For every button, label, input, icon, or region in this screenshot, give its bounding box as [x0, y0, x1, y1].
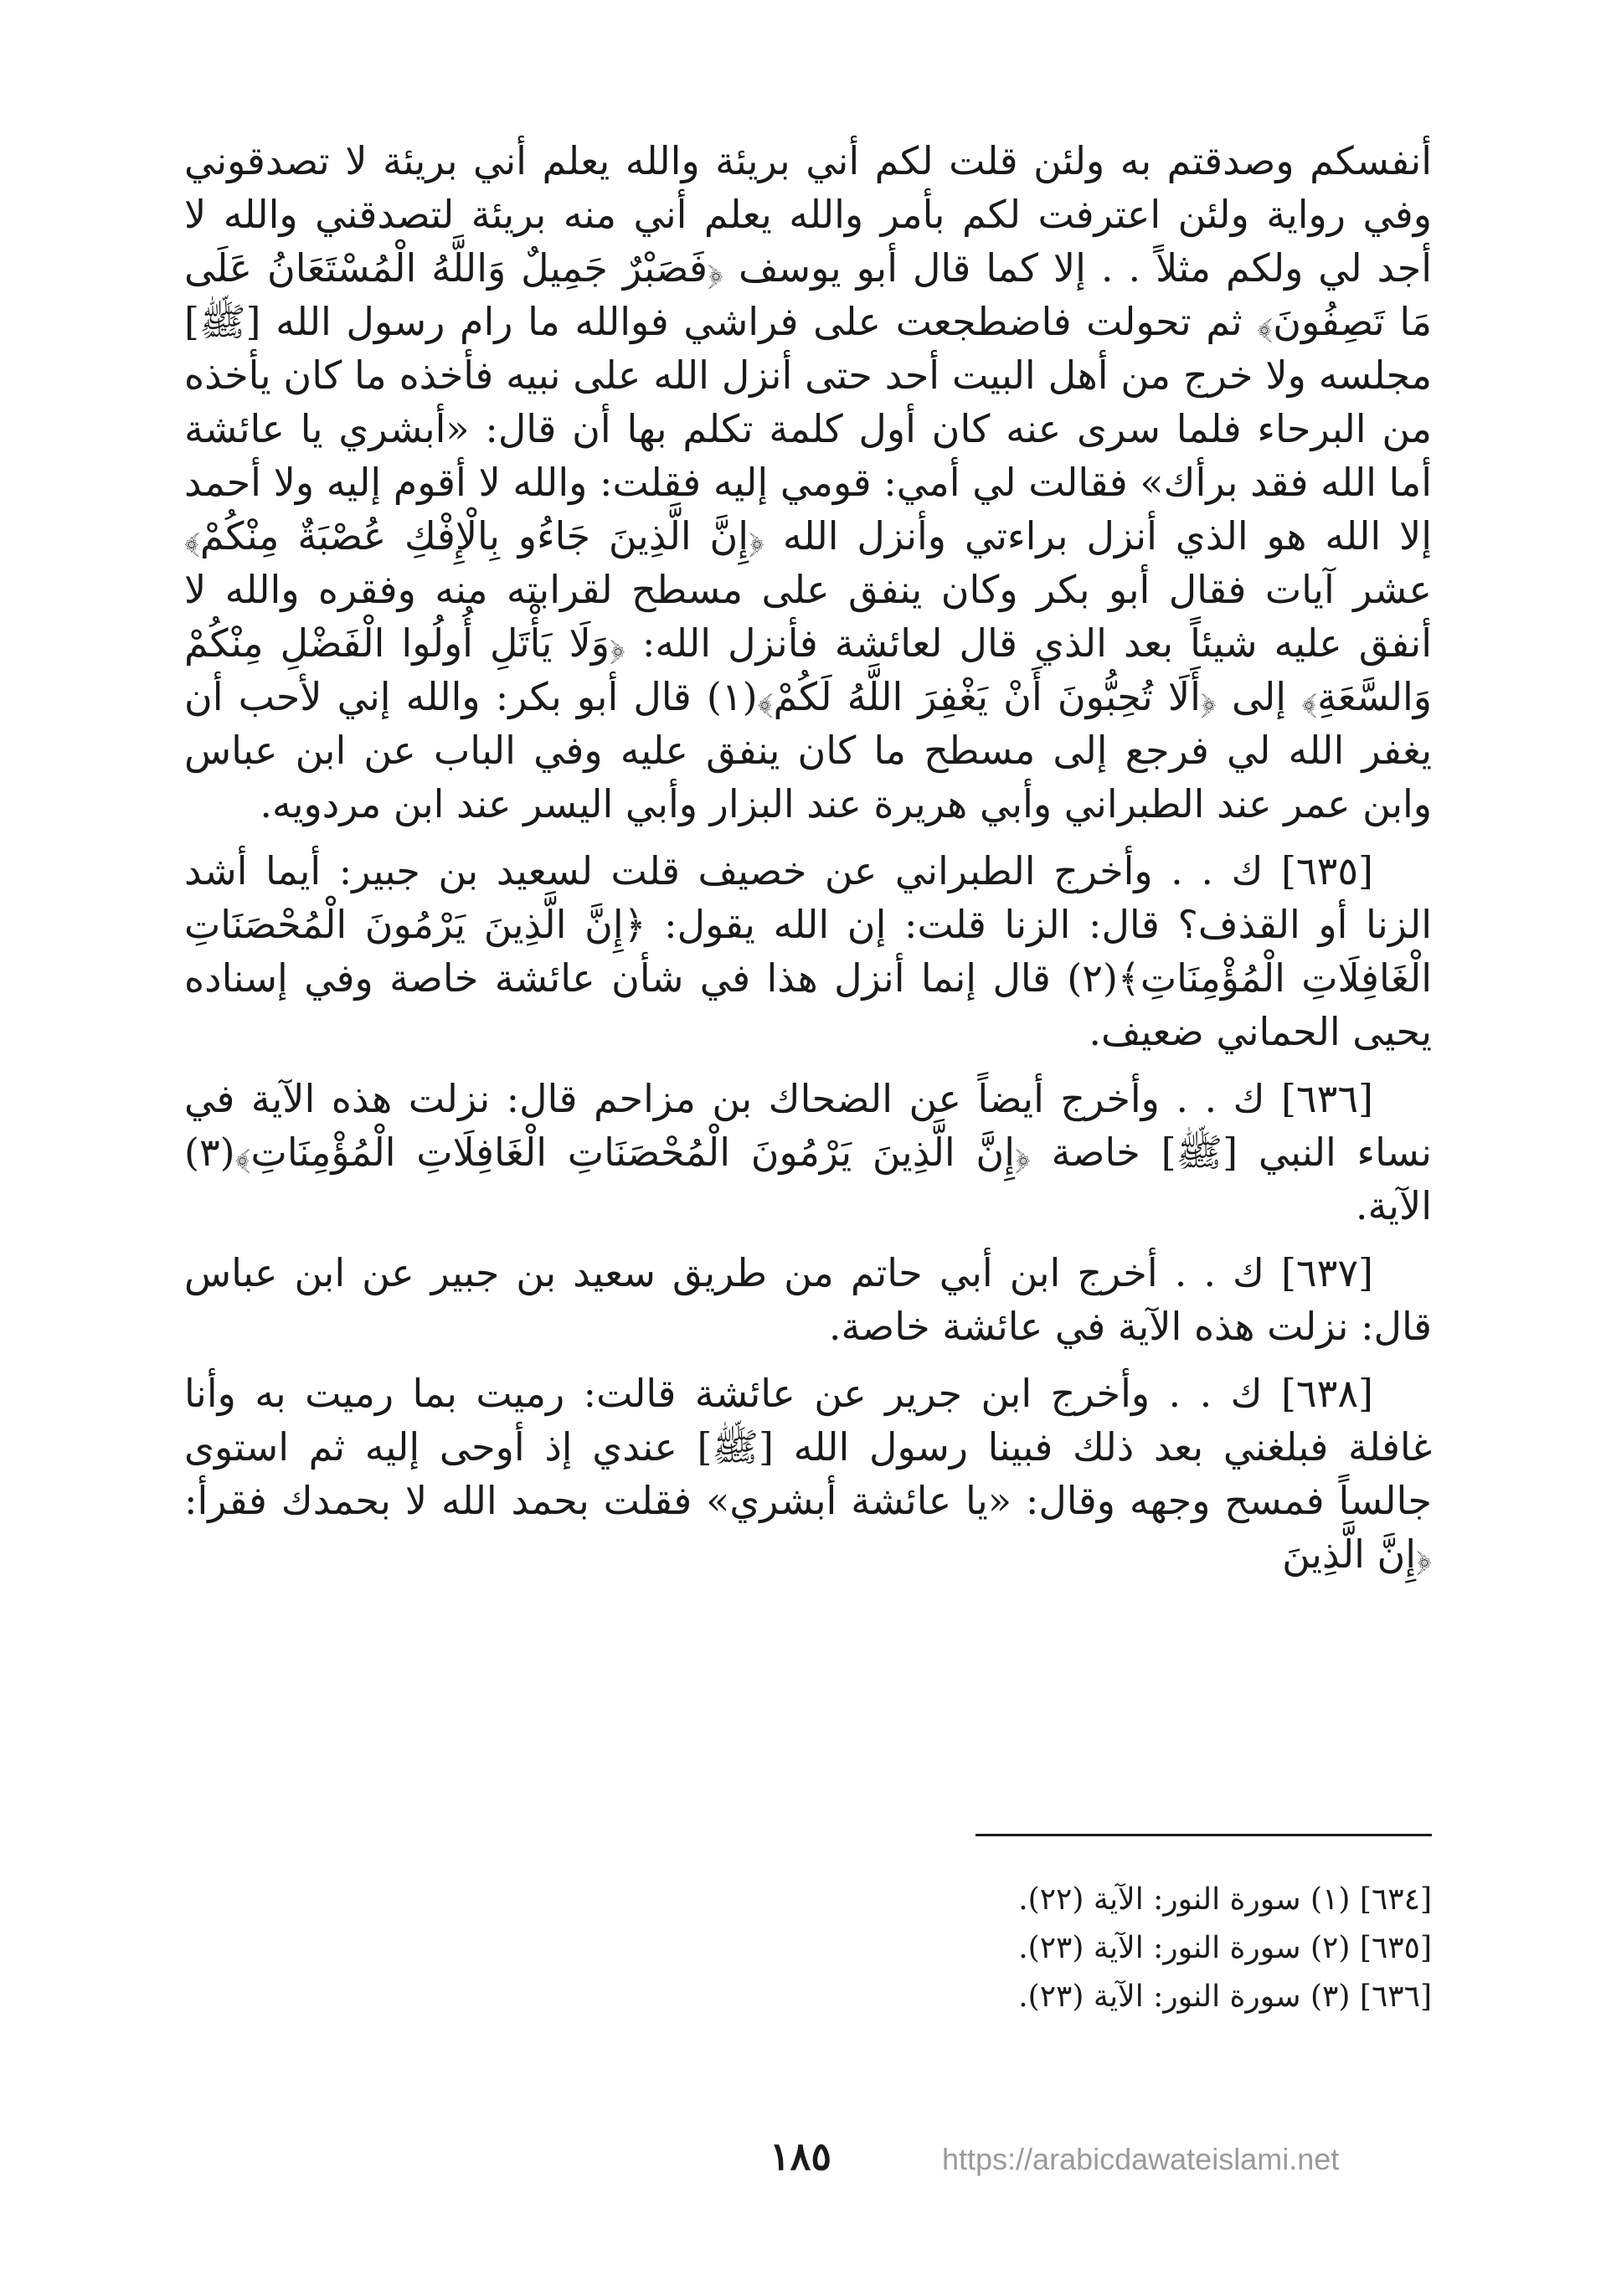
paragraph-637: [٦٣٧] ك . . أخرج ابن أبي حاتم من طريق سعيد بن جبير عن ابن عباس قال: نزلت هذه الآية في عائشة خاصة.: [184, 1250, 1432, 1349]
paragraph-634-continued: أنفسكم وصدقتم به ولئن قلت لكم أني بريئة والله يعلم أني بريئة لا تصدقوني وفي رواية ولئن اعترفت لكم بأمر والله يعلم أني منه بريئة لتصدقني والله لا أجد لي ولكم مثلاً . . إلا كما قال أبو يوسف ﴿فَصَبْرٌ جَمِيلٌ وَاللَّهُ الْمُسْتَعَانُ عَلَى مَا تَصِفُونَ﴾ ثم تحولت فاضطجعت على فراشي فوالله ما رام رسول الله [ﷺ] مجلسه ولا خرج من أهل البيت أحد حتى أنزل الله على نبيه فأخذه ما كان يأخذه من البرحاء فلما سرى عنه كان أول كلمة تكلم بها أن قال: «أبشري يا عائشة أما الله فقد برأك» فقالت لي أمي: قومي إليه فقلت: والله لا أقوم إليه ولا أحمد إلا الله هو الذي أنزل براءتي وأنزل الله ﴿إِنَّ الَّذِينَ جَاءُو بِالْإِفْكِ عُصْبَةٌ مِنْكُمْ﴾ عشر آيات فقال أبو بكر وكان ينفق على مسطح لقرابته منه وفقره والله لا أنفق عليه شيئاً بعد الذي قال لعائشة فأنزل الله: ﴿وَلَا يَأْتَلِ أُولُوا الْفَضْلِ مِنْكُمْ وَالسَّعَةِ﴾ إلى ﴿أَلَا تُحِبُّونَ أَنْ يَغْفِرَ اللَّهُ لَكُمْ﴾(١) قال أبو بكر: والله إني لأحب أن يغفر الله لي فرجع إلى مسطح ما كان ينفق عليه وفي الباب عن ابن عباس وابن عمر عند الطبراني وأبي هريرة عند البزار وأبي اليسر عند ابن مردويه.: [184, 138, 1433, 826]
main-text-block: [184, 134, 1432, 1594]
paragraph-636: [٦٣٦] ك . . وأخرج أيضاً عن الضحاك بن مزاحم قال: نزلت هذه الآية في نساء النبي [ﷺ] خاصة ﴿إِنَّ الَّذِينَ يَرْمُونَ الْمُحْصَنَاتِ الْغَافِلَاتِ الْمُؤْمِنَاتِ﴾(٣) الآية.: [184, 1076, 1432, 1228]
footnote-2: [٦٣٥] (٢) سورة النور: الآية (٢٣).: [1018, 1931, 1432, 1965]
page-number: ١٨٥: [769, 2134, 832, 2179]
footnotes-block: [586, 1876, 1432, 2021]
footnote-divider: [976, 1834, 1432, 1836]
paragraph-638: [٦٣٨] ك . . وأخرج ابن جرير عن عائشة قالت: رميت بما رميت به وأنا غافلة فبلغني بعد ذلك فبينا رسول الله [ﷺ] عندي إذ أوحى إليه ثم استوى جالساً فمسح وجهه وقال: «يا عائشة أبشري» فقلت بحمد الله لا بحمدك فقرأ: ﴿إِنَّ الَّذِينَ: [184, 1371, 1432, 1577]
paragraph-635: [٦٣٥] ك . . وأخرج الطبراني عن خصيف قلت لسعيد بن جبير: أيما أشد الزنا أو القذف؟ قال: الزنا قلت: إن الله يقول: ﴿إِنَّ الَّذِينَ يَرْمُونَ الْمُحْصَنَاتِ الْغَافِلَاتِ الْمُؤْمِنَاتِ﴾(٢) قال إنما أنزل هذا في شأن عائشة خاصة وفي إسناده يحيى الحماني ضعيف.: [184, 848, 1433, 1054]
footnote-1: [٦٣٤] (١) سورة النور: الآية (٢٢).: [1018, 1882, 1432, 1917]
watermark-url: https://arabicdawateislami.net: [942, 2142, 1340, 2176]
footnote-3: [٦٣٦] (٣) سورة النور: الآية (٢٣).: [1018, 1979, 1432, 2014]
